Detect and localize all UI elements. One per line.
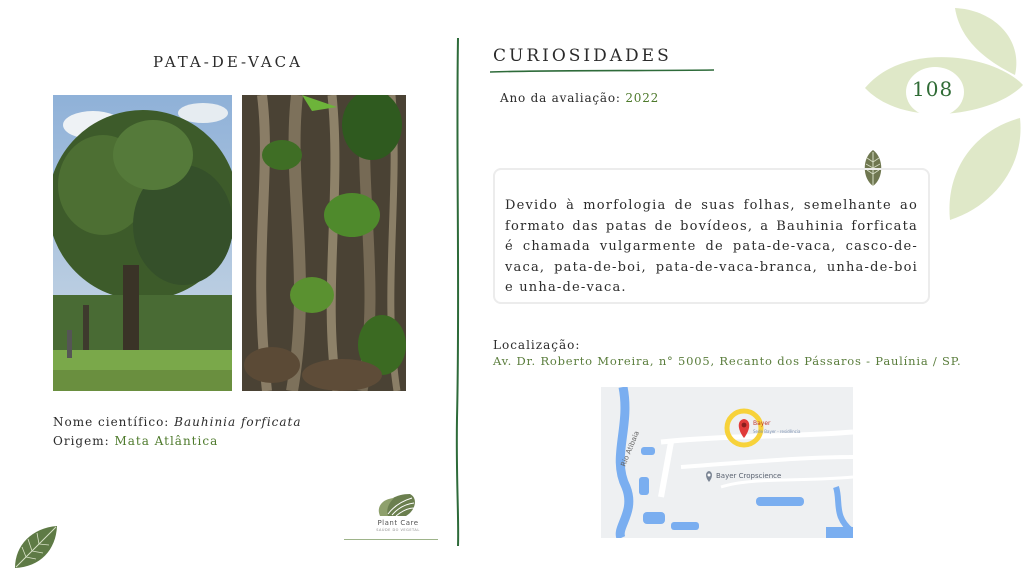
curiosity-text: Devido à morfologia de suas folhas, semelhante ao formato das patas de bovídeos, a Bauhinia forficata é chamada vulgarmente de pata-de-vaca, casco-de-vaca, pata-de-boi, pata-de-vaca-branca, unha-de-boi e unha-de-vaca. (505, 198, 918, 295)
title-underline (490, 68, 714, 74)
map-road-label: Rio Atibaia (619, 429, 641, 468)
scientific-name-label: Nome científico: (53, 415, 170, 429)
curiosity-card (493, 168, 930, 304)
location-address: Av. Dr. Roberto Moreira, n° 5005, Recanto dos Pássaros - Paulínia / SP. (493, 354, 962, 368)
logo-underline (344, 539, 438, 540)
logo-tagline: SAÚDE DO VEGETAL (376, 528, 420, 532)
decorative-leaf-bottom-left (12, 525, 60, 570)
plant-info (53, 413, 302, 451)
map-pin-label: Bayer (753, 420, 771, 427)
scientific-name-value: Bauhinia forficata (174, 415, 302, 429)
section-title: CURIOSIDADES (493, 46, 672, 66)
tree-photo (53, 95, 232, 391)
plant-care-logo (366, 492, 428, 518)
logo-name: Plant Care (377, 519, 419, 527)
origin-label: Origem: (53, 434, 110, 448)
map-pin-sublabel: Sede Bayer - residência (753, 429, 801, 434)
page-number: 108 (912, 77, 954, 101)
vertical-divider (455, 38, 461, 546)
page-title: PATA-DE-VACA (152, 53, 303, 71)
evaluation-year-label: Ano da avaliação: (500, 91, 621, 105)
scientific-name-row (53, 413, 302, 432)
location-label: Localização: (493, 338, 581, 352)
map-place-label: Bayer Cropscience (716, 472, 782, 480)
origin-row (53, 432, 302, 451)
evaluation-year-value: 2022 (625, 91, 660, 105)
location-map[interactable] (601, 387, 853, 538)
trunk-photo (242, 95, 406, 391)
evaluation-year (500, 91, 659, 105)
origin-value: Mata Atlântica (114, 434, 219, 448)
